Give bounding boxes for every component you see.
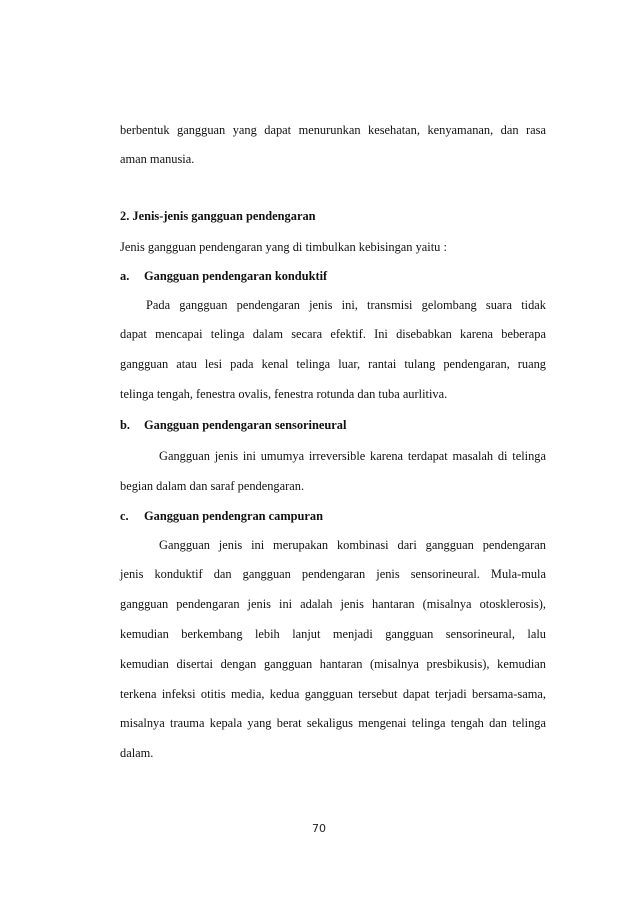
paragraph-c-line-6: terkena infeksi otitis media, kedua gangguan tersebut dapat terjadi bersama-sama, — [120, 687, 546, 701]
paragraph-a-line-2: dapat mencapai telinga dalam secara efektif. Ini disebabkan karena beberapa — [120, 327, 546, 341]
paragraph-a-line-3: gangguan atau lesi pada kenal telinga luar, rantai tulang pendengaran, ruang — [120, 357, 546, 371]
subsection-b-heading — [120, 417, 546, 433]
subsection-b-title: Gangguan pendengaran sensorineural — [144, 418, 347, 432]
paragraph-c-line-8: dalam. — [120, 746, 154, 760]
paragraph-c-line-3: gangguan pendengaran jenis ini adalah jenis hantaran (misalnya otosklerosis), — [120, 597, 546, 611]
subsection-c-marker: c. — [120, 509, 129, 523]
continuation-line-1: berbentuk gangguan yang dapat menurunkan kesehatan, kenyamanan, dan rasa — [120, 123, 546, 137]
section-heading: 2. Jenis-jenis gangguan pendengaran — [120, 209, 316, 223]
subsection-a-marker: a. — [120, 269, 130, 283]
page-number: 70 — [312, 822, 326, 835]
subsection-c-title: Gangguan pendengran campuran — [144, 509, 324, 523]
subsection-a-title: Gangguan pendengaran konduktif — [144, 269, 328, 283]
paragraph-a-line-4: telinga tengah, fenestra ovalis, fenestra rotunda dan tuba aurlitiva. — [120, 387, 448, 401]
continuation-line-2: aman manusia. — [120, 152, 195, 166]
paragraph-c-line-2: jenis konduktif dan gangguan pendengaran jenis sensorineural. Mula-mula — [120, 567, 546, 581]
paragraph-c-line-1: Gangguan jenis ini merupakan kombinasi dari gangguan pendengaran — [159, 538, 546, 552]
section-intro: Jenis gangguan pendengaran yang di timbulkan kebisingan yaitu : — [120, 240, 447, 254]
paragraph-b-line-1: Gangguan jenis ini umumya irreversible karena terdapat masalah di telinga — [159, 449, 546, 463]
subsection-a-heading — [120, 268, 546, 284]
paragraph-c-line-7: misalnya trauma kepala yang berat sekaligus mengenai telinga tengah dan telinga — [120, 716, 546, 730]
paragraph-a-line-1: Pada gangguan pendengaran jenis ini, transmisi gelombang suara tidak — [146, 298, 546, 312]
subsection-b-marker: b. — [120, 418, 130, 432]
subsection-c-heading — [120, 508, 546, 524]
paragraph-c-line-5: kemudian disertai dengan gangguan hantaran (misalnya presbikusis), kemudian — [120, 657, 546, 671]
paragraph-c-line-4: kemudian berkembang lebih lanjut menjadi gangguan sensorineural, lalu — [120, 627, 546, 641]
paragraph-b-line-2: begian dalam dan saraf pendengaran. — [120, 479, 305, 493]
